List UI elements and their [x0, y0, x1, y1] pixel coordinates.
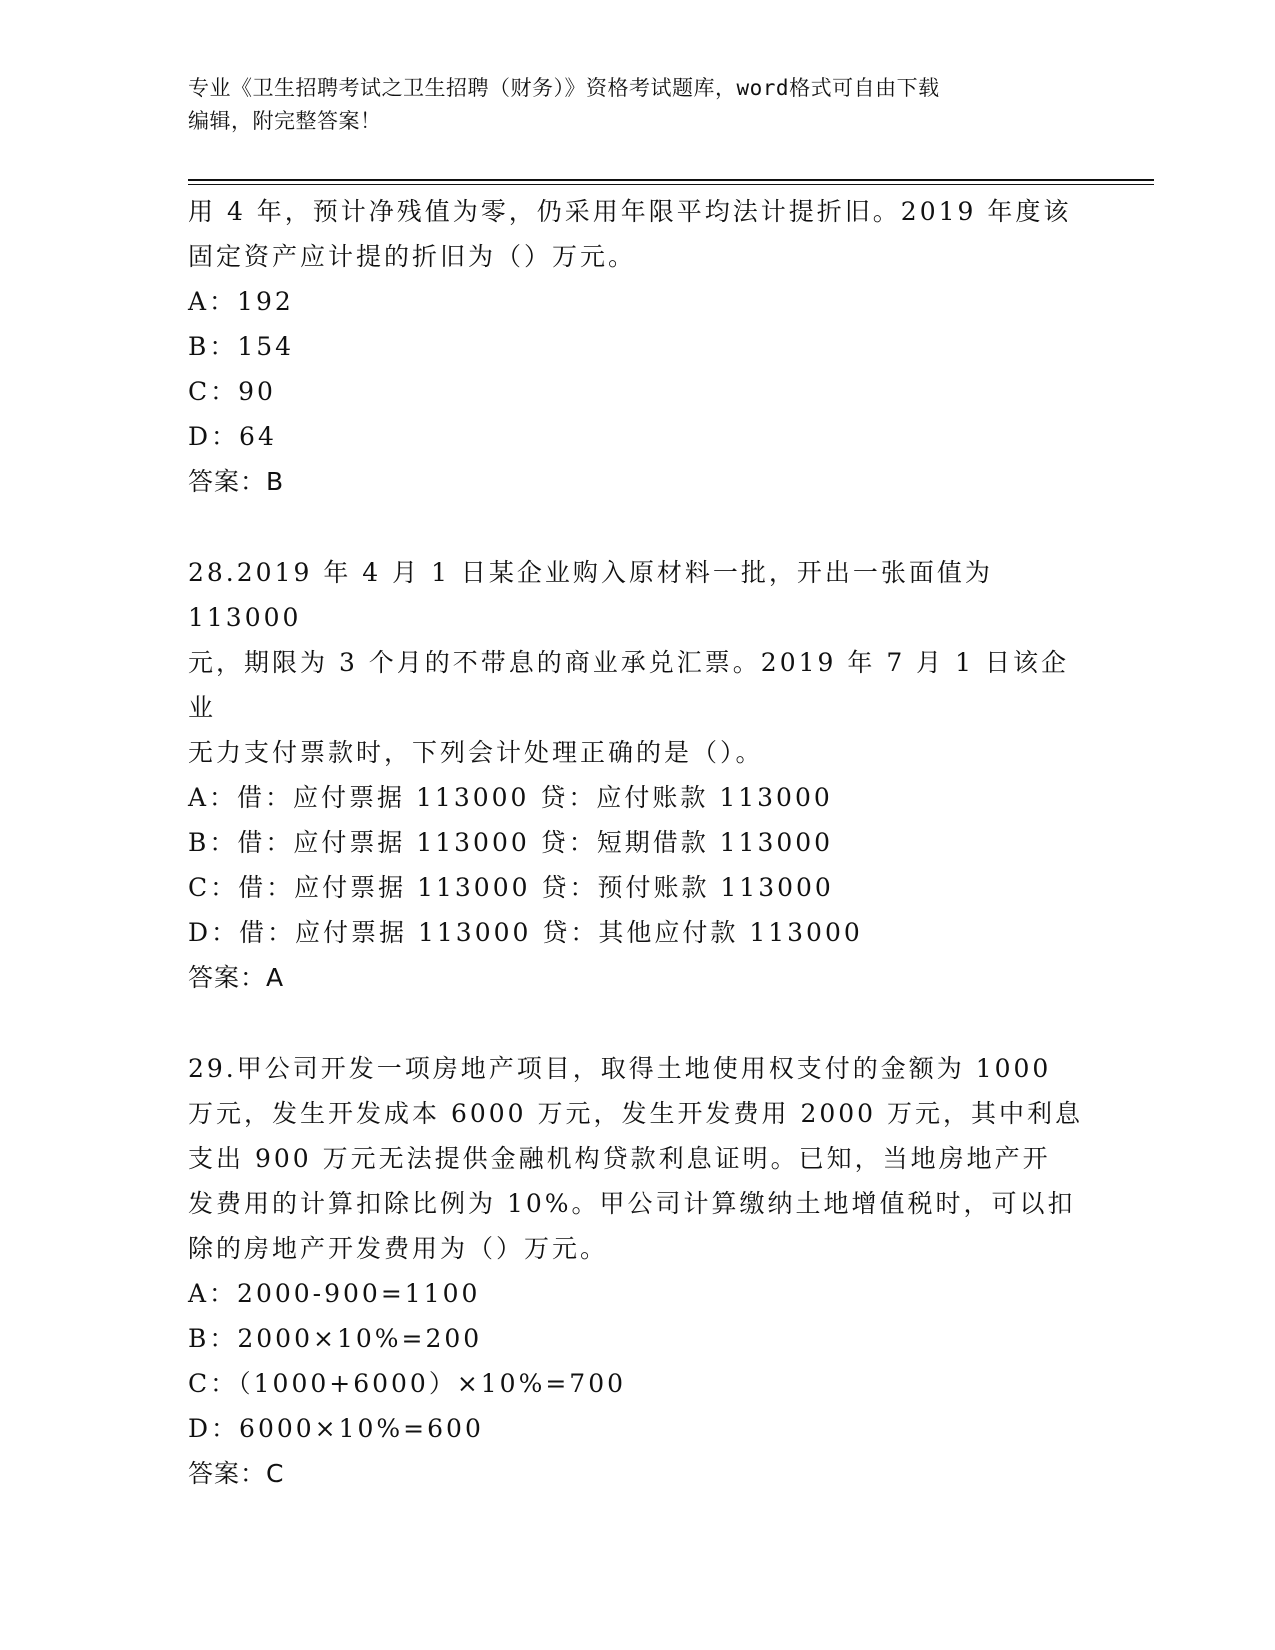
- answer: 答案：A: [188, 963, 285, 992]
- question-text-line: 无力支付票款时，下列会计处理正确的是（）。: [188, 738, 764, 767]
- question-29: [188, 1046, 1088, 1496]
- question-list: [188, 189, 1088, 1496]
- question-text-line: 除的房地产开发费用为（）万元。: [188, 1234, 609, 1263]
- header-line-1: 专业《卫生招聘考试之卫生招聘（财务）》资格考试题库，word格式可自由下载: [188, 76, 940, 100]
- spacer: [188, 1000, 1088, 1046]
- page-header: [188, 72, 1088, 138]
- option-d: D：借：应付票据 113000 贷：其他应付款 113000: [188, 918, 863, 947]
- question-text-line: 发费用的计算扣除比例为 10%。甲公司计算缴纳土地增值税时，可以扣: [188, 1189, 1076, 1218]
- option-a: A：借：应付票据 113000 贷：应付账款 113000: [188, 783, 833, 812]
- option-c: C：（1000+6000）×10%=700: [188, 1369, 627, 1398]
- option-b: B：154: [188, 332, 295, 361]
- question-28: [188, 550, 1088, 1000]
- option-d: D：6000×10%=600: [188, 1414, 484, 1443]
- question-27: [188, 189, 1088, 504]
- option-c: C：借：应付票据 113000 贷：预付账款 113000: [188, 873, 834, 902]
- question-text-line: 万元，发生开发成本 6000 万元，发生开发费用 2000 万元，其中利息: [188, 1099, 1084, 1128]
- question-text-line: 支出 900 万元无法提供金融机构贷款利息证明。已知，当地房地产开: [188, 1144, 1051, 1173]
- option-a: A：192: [188, 287, 294, 316]
- option-a: A：2000-900=1100: [188, 1279, 481, 1308]
- option-b: B：2000×10%=200: [188, 1324, 483, 1353]
- question-text-line: 固定资产应计提的折旧为（）万元。: [188, 242, 637, 271]
- header-line-2: 编辑，附完整答案！: [188, 109, 382, 133]
- option-d: D：64: [188, 422, 277, 451]
- question-text-line: 用 4 年，预计净残值为零，仍采用年限平均法计提折旧。2019 年度该: [188, 197, 1072, 226]
- answer: 答案：B: [188, 467, 285, 496]
- spacer: [188, 504, 1088, 550]
- question-text-line: 28.2019 年 4 月 1 日某企业购入原材料一批，开出一张面值为 113000: [188, 558, 993, 632]
- header-divider-thick: [188, 179, 1154, 181]
- header-divider-thin: [188, 184, 1154, 185]
- option-c: C：90: [188, 377, 276, 406]
- option-b: B：借：应付票据 113000 贷：短期借款 113000: [188, 828, 834, 857]
- question-text-line: 元，期限为 3 个月的不带息的商业承兑汇票。2019 年 7 月 1 日该企业: [188, 648, 1069, 722]
- question-text-line: 29.甲公司开发一项房地产项目，取得土地使用权支付的金额为 1000: [188, 1054, 1052, 1083]
- answer: 答案：C: [188, 1459, 285, 1488]
